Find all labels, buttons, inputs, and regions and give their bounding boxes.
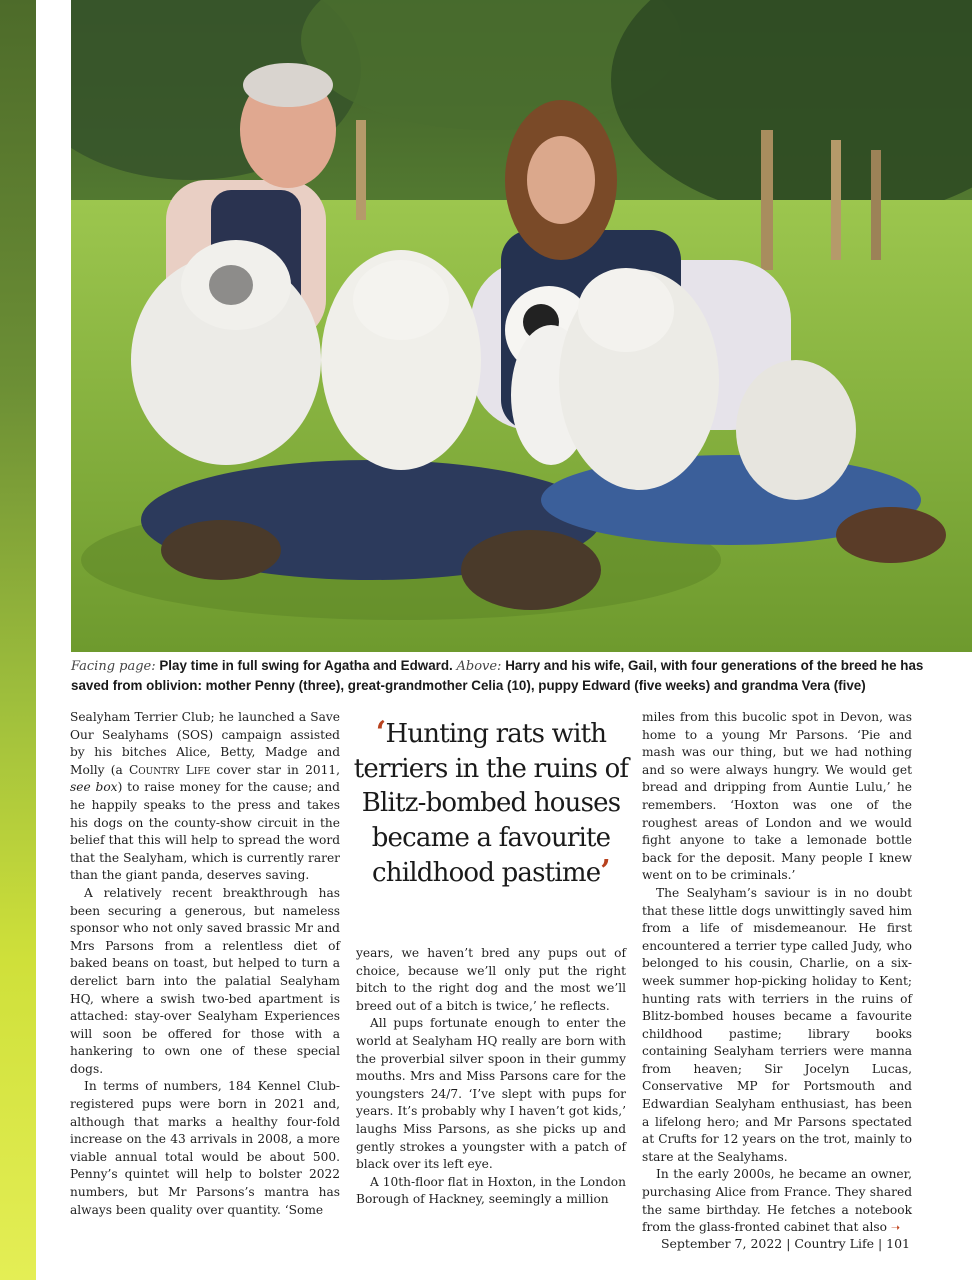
col1-p1-text-e: ) to raise money for the cause; and he happily speaks to the press and takes his dogs on the county-show circuit in the belief that this will help to spread the word that the Sealyham, which is currently rarer than the giant panda, deserves saving.	[70, 780, 340, 883]
caption-text-facing: Play time in full swing for Agatha and Edward.	[159, 658, 453, 673]
col3-p3-text: In the early 2000s, he became an owner, purchasing Alice from France. They shared the same birthday. He fetches a notebook from the glass-fronted cabinet that also	[642, 1167, 912, 1235]
article-column-1	[70, 709, 340, 1219]
col2-paragraph-3: A 10th-floor flat in Hoxton, in the London Borough of Hackney, seemingly a million	[356, 1174, 626, 1207]
col1-paragraph-3: In terms of numbers, 184 Kennel Club-registered pups were born in 2021 and, although that marks a healthy four-fold increase on the 43 arrivals in 2008, a more viable annual total would be about 500. Penny’s quintet will help to bolster 2022 numbers, but Mr Parsons’s mantra has always been quality over quantity. ‘Some	[70, 1079, 340, 1217]
see-box-reference: see box	[70, 780, 118, 795]
main-photo	[71, 0, 972, 652]
continue-arrow-icon: ➝	[890, 1221, 901, 1235]
col2-paragraph-1: years, we haven’t bred any pups out of choice, because we’ll only put the right bitch to the right dog and the most we’ll breed out of a bitch is twice,’ he reflects.	[356, 946, 626, 1013]
page-folio: September 7, 2022 | Country Life | 101	[660, 1236, 910, 1251]
col2-paragraph-2: All pups fortunate enough to enter the world at Sealyham HQ really are born with the proverbial silver spoon in their gummy mouths. Mrs and Miss Parsons care for the youngsters 24/7. ‘I’ve slept with pups for years. It’s probably why I haven’t got kids,’ laughs Miss Parsons, as she picks up and gently strokes a youngster with a patch of black over its left eye.	[356, 1016, 626, 1172]
col3-paragraph-1: miles from this bucolic spot in Devon, was home to a young Mr Parsons. ‘Pie and mash was our thing, but we had nothing and so were always hungry. We would get bread and dripping from Auntie Lulu,’ he remembers. ‘Hoxton was one of the roughest areas of London and we would fight anyone to take a lemonade bottle back for the deposit. Many people I knew went on to be criminals.’	[642, 710, 912, 883]
col3-paragraph-3	[642, 1166, 912, 1236]
caption-text-above: Harry and his wife, Gail, with four generations of the breed he has saved from oblivion: mother Penny (three), great-grandmother Celia (10), puppy Edward (five weeks) and grandma Vera (five)	[71, 658, 924, 693]
photo-couple-with-sealyham-terriers	[71, 0, 972, 652]
open-quote-mark: ‘	[375, 715, 386, 750]
col3-paragraph-2: The Sealyham’s saviour is in no doubt that these little dogs unwittingly saved him from a life of misdemeanour. He first encountered a terrier type called Judy, who belonged to his cousin, Charlie, on a six-week summer hop-picking holiday to Kent; hunting rats with terriers in the ruins of Blitz-bombed houses became a favourite childhood pastime; library books containing Sealyham terriers were manna from heaven; Sir Jocelyn Lucas, Conservative MP for Portsmouth and Edwardian Sealyham enthusiast, has been a lifelong hero; and Mr Parsons spectated at Crufts for 12 years on the trot, mainly to stare at the Sealyhams.	[642, 885, 912, 1164]
article-column-3	[642, 709, 912, 1237]
article-column-2	[356, 945, 626, 1209]
pull-quote-text: Hunting rats with terriers in the ruins of Blitz-bombed houses became a favourite childhood pastime	[353, 719, 629, 888]
col1-p1-text-c: cover star in 2011,	[210, 762, 340, 777]
col1-paragraph-1	[70, 709, 340, 885]
col1-paragraph-2: A relatively recent breakthrough has been securing a generous, but nameless sponsor who not only saved brassic Mr and Mrs Parsons from a relentless diet of baked beans on toast, but helped to turn a derelict barn into the palatial Sealyham HQ, where a swish two-bed apartment is attached: stay-over Sealyham Experiences will soon be offered for those with a hankering to own one of these special dogs.	[70, 885, 340, 1076]
magazine-name: Country Life	[128, 762, 211, 777]
close-quote-mark: ’	[600, 854, 610, 889]
caption-lead-above: Above:	[456, 659, 502, 674]
pull-quote	[352, 716, 630, 891]
edge-photo-strip	[0, 0, 36, 1280]
caption-lead-facing: Facing page:	[71, 659, 156, 674]
photo-caption	[71, 656, 951, 695]
col1-p1-text-a: Sealyham Terrier Club; he launched a Save Our Sealyhams (SOS) campaign assisted by his bitches Alice, Betty, Madge and Molly (a	[70, 710, 340, 777]
